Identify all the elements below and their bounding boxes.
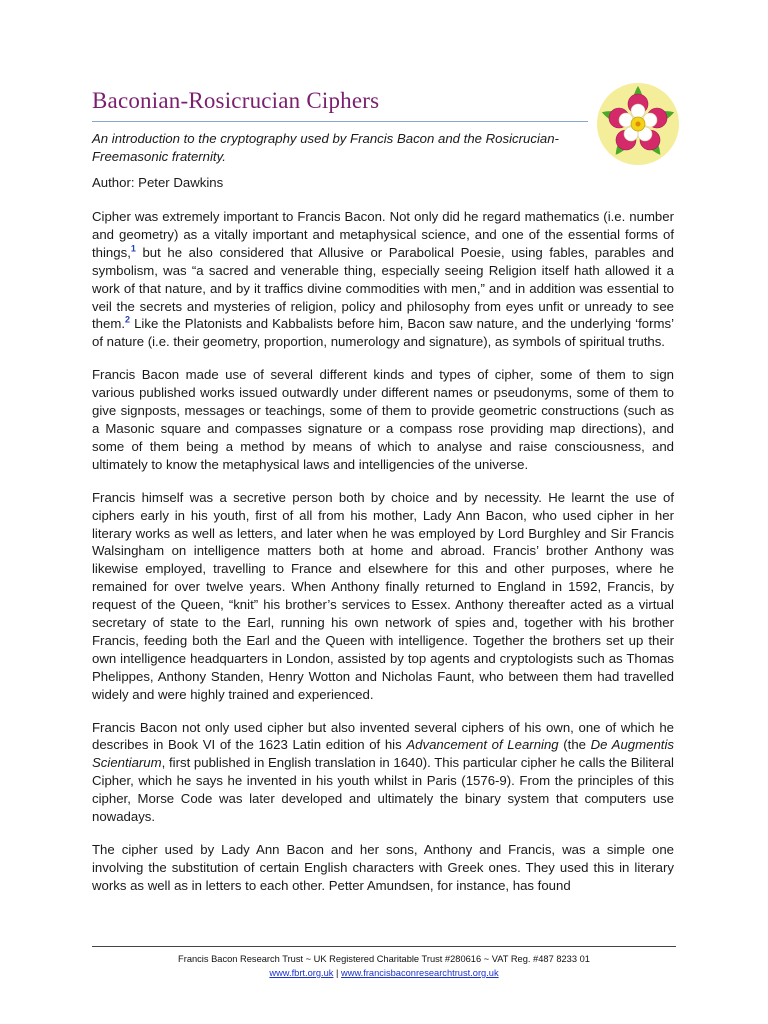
page-footer — [92, 952, 676, 980]
fbrt-link[interactable]: www.fbrt.org.uk — [269, 968, 334, 978]
paragraph-1: Cipher was extremely important to Francis Bacon. Not only did he regard mathematics (i.e. number and geometry) as a vitally important and metaphysical science, and one of the essential forms of things,$^1$ but he also considered that Allusive or Parabolical Poesie, using fables, parables and symbolism, was “a sacred and venerable thing, especially seeing Religion itself hath allowed it a work of that nature, and by it traffics divine commodities with men,” and in addition was essential to veil the secrets and mysteries of religion, policy and philosophy from eyes unfit or unready to see them.$^2$ Like the Platonists and Kabbalists before him, Bacon saw nature, and the underlying ‘forms’ of nature (i.e. their geometry, proportion, numerology and signature), as symbols of spiritual truths. — [92, 209, 674, 350]
footer-links: www.fbrt.org.uk | www.francisbaconresearchtrust.org.uk — [269, 968, 499, 978]
footer-divider — [92, 946, 676, 947]
paragraph-3: Francis himself was a secretive person both by choice and by necessity. He learnt the use of ciphers early in his youth, first of all from his mother, Lady Ann Bacon, who used cipher in her literary works as well as letters, and later when he was employed by Lord Burghley and Sir Francis Walsingham on intelligence matters both at home and abroad. Francis’ brother Anthony was likewise employed, travelling to France and elsewhere for this and other purposes, where he remained for over twelve years. When Anthony finally returned to England in 1592, Francis, by request of the Queen, “knit” his brother’s services to Essex. Anthony thereafter acted as a virtual secretary of state to the Earl, running his own network of spies and, together with his brother Francis, feeding both the Earl and the Queen with intelligence. Together the brothers set up their own intelligence headquarters in London, assisted by top agents and cryptologists such as Thomas Phelippes, Anthony Standen, Henry Wotton and Nicholas Faunt, who between them had travelled widely and were highly trained and experienced. — [92, 489, 674, 702]
footnote-ref-1[interactable]: 1 — [130, 243, 136, 254]
footnote-ref-2[interactable]: 2 — [124, 315, 130, 326]
page-title: Baconian-Rosicrucian Ciphers — [92, 88, 380, 113]
paragraph-4: Francis Bacon not only used cipher but also invented several ciphers of his own, one of which he describes in Book VI of the 1623 Latin edition of his Advancement of Learning (the De Augmentis Scientiarum, first published in English translation in 1640). This particular cipher he calls the Biliteral Cipher, which he says he invented in his youth whilst in Paris (1576-9). From the principles of this cipher, Morse Code was later developed and ultimately the binary system that computers use nowadays. — [92, 719, 674, 825]
paragraph-5: The cipher used by Lady Ann Bacon and her sons, Anthony and Francis, was a simple one involving the substitution of certain English characters with Greek ones. They used this in literary works as well as in letters to each other. Petter Amundsen, for instance, has found — [92, 842, 674, 893]
article-body — [92, 208, 674, 910]
document-subtitle: An introduction to the cryptography used by Francis Bacon and the Rosicrucian-Freemasonic fraternity. — [92, 131, 559, 164]
book-title-advancement: Advancement of Learning — [406, 737, 559, 753]
footer-trust-info: Francis Bacon Research Trust ~ UK Registered Charitable Trust #280616 ~ VAT Reg. #487 8233 01 — [178, 954, 590, 964]
research-trust-link[interactable]: www.francisbaconresearchtrust.org.uk — [341, 968, 499, 978]
tudor-rose-icon — [596, 82, 680, 166]
paragraph-2: Francis Bacon made use of several different kinds and types of cipher, some of them to sign various published works issued outwardly under different names or pseudonyms, some of them to give signposts, messages or teachings, some of them to provide geometric constructions (such as a Masonic square and compasses signature or a compass rose providing map directions), and some of them being a method by means of which to analyse and raise consciousness, and ultimately to know the metaphysical laws and intelligencies of the universe. — [92, 367, 674, 472]
title-divider — [92, 121, 588, 122]
author-line: Author: Peter Dawkins — [92, 175, 224, 190]
book-title-de-augmentis: De Augmentis Scientiarum — [92, 737, 674, 771]
